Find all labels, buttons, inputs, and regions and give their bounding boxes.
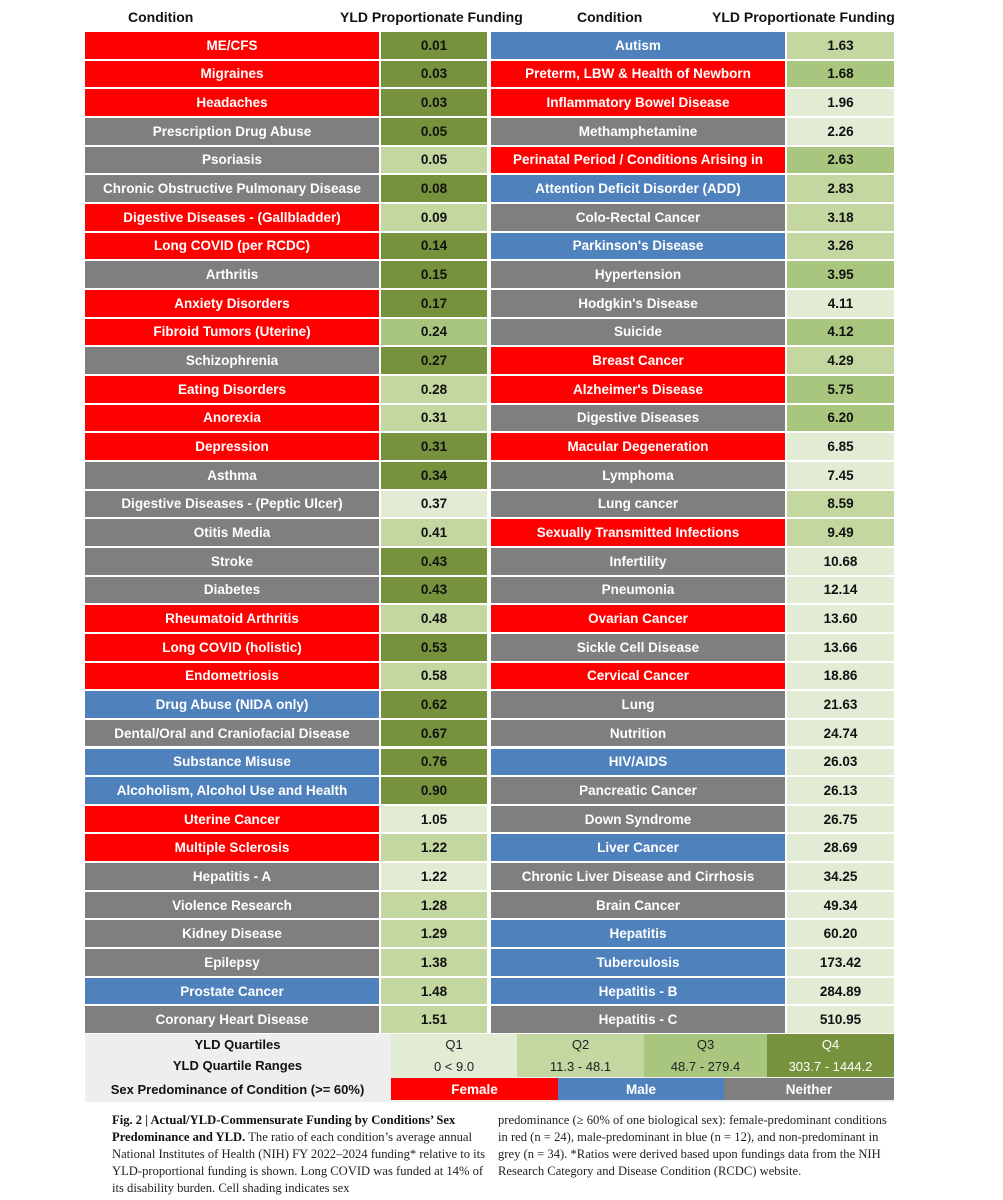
quartile-box-q1 [391,1034,517,1077]
left-condition-header: Condition [128,9,194,25]
left-funding-cell: 1.38 [381,949,487,976]
left-condition-cell: Anxiety Disorders [85,290,379,317]
right-funding-cell: 2.63 [787,147,894,174]
right-funding-cell: 49.34 [787,892,894,919]
left-condition-cell: Epilepsy [85,949,379,976]
left-condition-cell: Migraines [85,61,379,88]
left-funding-cell: 0.34 [381,462,487,489]
left-condition-cell: Asthma [85,462,379,489]
quartile-name: Q1 [445,1037,463,1053]
left-funding-cell: 1.48 [381,978,487,1005]
right-condition-cell: Pneumonia [491,577,785,604]
quartile-range: 48.7 - 279.4 [670,1058,741,1074]
left-condition-cell: Coronary Heart Disease [85,1006,379,1033]
right-condition-cell: HIV/AIDS [491,749,785,776]
figure-label: Fig. 2 | Actual/YLD-Commensurate Funding by Conditions’ Sex Predominance and YLD. [112,1113,456,1144]
quartile-box-q3 [644,1034,767,1077]
left-funding-cell: 1.22 [381,834,487,861]
right-condition-cell: Inflammatory Bowel Disease [491,89,785,116]
left-funding-cell: 0.01 [381,32,487,59]
right-condition-cell: Infertility [491,548,785,575]
right-condition-cell: Liver Cancer [491,834,785,861]
right-condition-cell: Pancreatic Cancer [491,777,785,804]
right-condition-cell: Lung cancer [491,491,785,518]
left-funding-cell: 0.09 [381,204,487,231]
left-condition-cell: Kidney Disease [85,920,379,947]
sex-legend-male: Male [558,1078,724,1100]
left-condition-cell: ME/CFS [85,32,379,59]
left-funding-cell: 0.08 [381,175,487,202]
right-funding-cell: 1.96 [787,89,894,116]
right-funding-cell: 26.75 [787,806,894,833]
right-condition-cell: Hepatitis [491,920,785,947]
right-funding-cell: 510.95 [787,1006,894,1033]
quartile-range: 303.7 - 1444.2 [788,1058,873,1074]
right-condition-cell: Lung [491,691,785,718]
left-condition-cell: Otitis Media [85,519,379,546]
left-condition-cell: Rheumatoid Arthritis [85,605,379,632]
right-funding-cell: 26.13 [787,777,894,804]
caption-left-text: The ratio of each condition’s average annual National Institutes of Health (NIH) FY 2022–2024 funding* relative to its YLD-proportional funding is shown. Long COVID was funded at 14% of its disability burden. Cell shading indicates sex [112,1130,486,1195]
left-funding-cell: 0.58 [381,663,487,690]
right-funding-cell: 26.03 [787,749,894,776]
right-funding-cell: 2.83 [787,175,894,202]
left-funding-header: YLD Proportionate Funding [340,9,523,25]
left-condition-cell: Uterine Cancer [85,806,379,833]
left-funding-cell: 0.31 [381,405,487,432]
left-condition-cell: Dental/Oral and Craniofacial Disease [85,720,379,747]
left-condition-cell: Arthritis [85,261,379,288]
left-funding-cell: 0.28 [381,376,487,403]
left-funding-cell: 1.05 [381,806,487,833]
right-funding-cell: 3.18 [787,204,894,231]
sex-predominance-label: Sex Predominance of Condition (>= 60%) [110,1081,365,1097]
quartiles-label: YLD Quartiles [194,1036,281,1052]
quartile-range: 0 < 9.0 [433,1058,475,1074]
left-condition-cell: Violence Research [85,892,379,919]
right-condition-cell: Hodgkin's Disease [491,290,785,317]
left-condition-cell: Alcoholism, Alcohol Use and Health [85,777,379,804]
right-funding-cell: 3.95 [787,261,894,288]
right-funding-cell: 8.59 [787,491,894,518]
right-condition-header: Condition [577,9,643,25]
right-funding-cell: 7.45 [787,462,894,489]
left-funding-cell: 0.53 [381,634,487,661]
right-funding-cell: 173.42 [787,949,894,976]
left-condition-cell: Drug Abuse (NIDA only) [85,691,379,718]
right-condition-cell: Brain Cancer [491,892,785,919]
left-funding-cell: 0.37 [381,491,487,518]
right-funding-cell: 1.63 [787,32,894,59]
left-condition-cell: Schizophrenia [85,347,379,374]
right-condition-cell: Hepatitis - B [491,978,785,1005]
right-funding-cell: 4.29 [787,347,894,374]
right-condition-cell: Cervical Cancer [491,663,785,690]
left-condition-cell: Long COVID (per RCDC) [85,233,379,260]
right-funding-cell: 21.63 [787,691,894,718]
right-funding-cell: 6.85 [787,433,894,460]
right-condition-cell: Digestive Diseases [491,405,785,432]
sex-legend-neither: Neither [724,1078,894,1100]
right-funding-cell: 13.66 [787,634,894,661]
right-condition-cell: Hepatitis - C [491,1006,785,1033]
right-condition-cell: Lymphoma [491,462,785,489]
right-condition-cell: Sexually Transmitted Infections [491,519,785,546]
right-condition-cell: Chronic Liver Disease and Cirrhosis [491,863,785,890]
right-funding-cell: 34.25 [787,863,894,890]
left-funding-cell: 0.05 [381,118,487,145]
right-funding-cell: 60.20 [787,920,894,947]
right-condition-cell: Hypertension [491,261,785,288]
left-funding-cell: 0.43 [381,548,487,575]
right-funding-header: YLD Proportionate Funding [712,9,895,25]
left-funding-cell: 0.31 [381,433,487,460]
quartile-ranges-label: YLD Quartile Ranges [172,1057,303,1073]
right-funding-cell: 284.89 [787,978,894,1005]
left-condition-cell: Psoriasis [85,147,379,174]
left-condition-cell: Diabetes [85,577,379,604]
left-funding-cell: 0.27 [381,347,487,374]
left-funding-cell: 1.28 [381,892,487,919]
left-condition-cell: Headaches [85,89,379,116]
right-condition-cell: Preterm, LBW & Health of Newborn [491,61,785,88]
right-funding-cell: 18.86 [787,663,894,690]
right-condition-cell: Alzheimer's Disease [491,376,785,403]
right-condition-cell: Macular Degeneration [491,433,785,460]
left-funding-cell: 1.51 [381,1006,487,1033]
left-funding-cell: 0.15 [381,261,487,288]
left-condition-cell: Substance Misuse [85,749,379,776]
left-condition-cell: Digestive Diseases - (Peptic Ulcer) [85,491,379,518]
quartile-name: Q3 [696,1037,715,1053]
left-funding-cell: 0.62 [381,691,487,718]
caption-right: predominance (≥ 60% of one biological sex): female-predominant conditions in red (n = 24), male-predominant in blue (n = 12), and non-predominant in grey (n = 34). *Ratios were derived based upon fundings data from the NIH Research Category and Disease Condition (RCDC) website. [498,1113,887,1178]
quartile-name: Q2 [571,1037,590,1053]
right-funding-cell: 6.20 [787,405,894,432]
right-condition-cell: Attention Deficit Disorder (ADD) [491,175,785,202]
left-funding-cell: 0.05 [381,147,487,174]
caption-left [112,1112,494,1197]
right-condition-cell: Parkinson's Disease [491,233,785,260]
right-condition-cell: Tuberculosis [491,949,785,976]
right-condition-cell: Colo-Rectal Cancer [491,204,785,231]
right-funding-cell: 13.60 [787,605,894,632]
right-funding-cell: 4.11 [787,290,894,317]
left-condition-cell: Depression [85,433,379,460]
right-funding-cell: 5.75 [787,376,894,403]
left-condition-cell: Stroke [85,548,379,575]
left-funding-cell: 0.03 [381,61,487,88]
left-condition-cell: Long COVID (holistic) [85,634,379,661]
left-condition-cell: Prescription Drug Abuse [85,118,379,145]
right-funding-cell: 3.26 [787,233,894,260]
right-funding-cell: 4.12 [787,319,894,346]
right-condition-cell: Perinatal Period / Conditions Arising in [491,147,785,174]
sex-legend-female: Female [391,1078,558,1100]
right-condition-cell: Ovarian Cancer [491,605,785,632]
right-funding-cell: 10.68 [787,548,894,575]
left-funding-cell: 0.76 [381,749,487,776]
right-condition-cell: Nutrition [491,720,785,747]
left-funding-cell: 0.24 [381,319,487,346]
quartile-name: Q4 [821,1037,840,1053]
left-condition-cell: Anorexia [85,405,379,432]
right-funding-cell: 28.69 [787,834,894,861]
quartile-range: 11.3 - 48.1 [549,1058,612,1074]
right-condition-cell: Breast Cancer [491,347,785,374]
left-condition-cell: Multiple Sclerosis [85,834,379,861]
right-funding-cell: 24.74 [787,720,894,747]
right-condition-cell: Sickle Cell Disease [491,634,785,661]
left-funding-cell: 1.29 [381,920,487,947]
left-condition-cell: Fibroid Tumors (Uterine) [85,319,379,346]
left-condition-cell: Hepatitis - A [85,863,379,890]
right-condition-cell: Down Syndrome [491,806,785,833]
left-funding-cell: 0.14 [381,233,487,260]
right-funding-cell: 9.49 [787,519,894,546]
quartile-box-q4 [767,1034,894,1077]
left-funding-cell: 0.43 [381,577,487,604]
left-funding-cell: 1.22 [381,863,487,890]
left-condition-cell: Chronic Obstructive Pulmonary Disease [85,175,379,202]
left-funding-cell: 0.48 [381,605,487,632]
right-funding-cell: 1.68 [787,61,894,88]
quartile-box-q2 [517,1034,644,1077]
right-funding-cell: 2.26 [787,118,894,145]
left-funding-cell: 0.67 [381,720,487,747]
left-condition-cell: Eating Disorders [85,376,379,403]
right-condition-cell: Suicide [491,319,785,346]
left-condition-cell: Digestive Diseases - (Gallbladder) [85,204,379,231]
left-funding-cell: 0.90 [381,777,487,804]
right-funding-cell: 12.14 [787,577,894,604]
left-condition-cell: Prostate Cancer [85,978,379,1005]
right-condition-cell: Autism [491,32,785,59]
left-condition-cell: Endometriosis [85,663,379,690]
left-funding-cell: 0.17 [381,290,487,317]
left-funding-cell: 0.03 [381,89,487,116]
left-funding-cell: 0.41 [381,519,487,546]
right-condition-cell: Methamphetamine [491,118,785,145]
